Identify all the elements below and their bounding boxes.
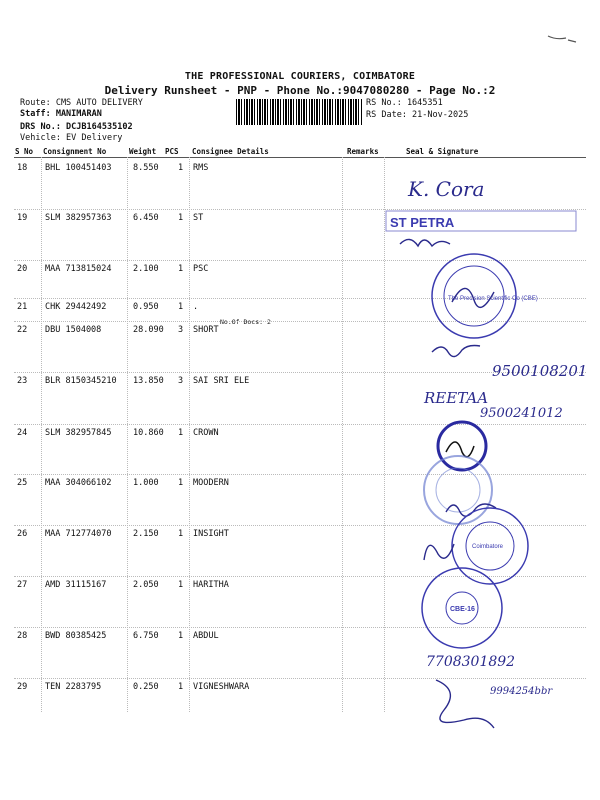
stamp-row-24	[438, 422, 486, 470]
cell-sno: 18	[17, 163, 28, 173]
cell-weight: 1.000	[133, 478, 159, 488]
cell-weight: 28.090	[133, 325, 164, 335]
row-divider	[14, 678, 586, 679]
cell-weight: 6.750	[133, 631, 159, 641]
cell-consignment: MAA 304066102	[45, 478, 112, 488]
svg-text:The Precision Scientific Co (C: The Precision Scientific Co (CBE)	[448, 296, 538, 302]
cell-pcs: 3	[178, 376, 184, 386]
cell-sno: 29	[17, 682, 28, 692]
cell-consignment: MAA 713815024	[45, 264, 112, 274]
stamp-row-26	[424, 508, 528, 584]
col-divider	[342, 157, 343, 712]
svg-text:ST PETRA: ST PETRA	[390, 215, 455, 230]
cell-consignment: SLM 382957363	[45, 213, 112, 223]
col-seal: Seal & Signature	[406, 147, 479, 156]
col-divider	[41, 157, 42, 712]
cell-consignment: AMD 31115167	[45, 580, 107, 590]
cell-consignee: .	[193, 302, 199, 312]
cell-pcs: 1	[178, 213, 184, 223]
col-remarks: Remarks	[347, 147, 379, 156]
cell-weight: 8.550	[133, 163, 159, 173]
cell-consignment: SLM 382957845	[45, 428, 112, 438]
cell-consignment: BHL 100451403	[45, 163, 112, 173]
row-divider	[14, 525, 586, 526]
cell-pcs: 3	[178, 325, 184, 335]
cell-consignee: MOODERN	[193, 478, 229, 488]
cell-pcs: 1	[178, 428, 184, 438]
stamp-row-25	[424, 456, 496, 524]
cell-consignment: BLR 8150345210	[45, 376, 117, 386]
col-divider	[189, 157, 190, 712]
cell-consignee: SHORT	[193, 325, 219, 335]
col-consignment: Consignment No	[43, 147, 107, 156]
cell-consignee: CROWN	[193, 428, 219, 438]
cell-sno: 25	[17, 478, 28, 488]
runsheet-title: Delivery Runsheet - PNP - Phone No.:9047080280 - Page No.:2	[104, 84, 496, 97]
cell-pcs: 1	[178, 580, 184, 590]
cell-sno: 24	[17, 428, 28, 438]
cell-consignee: PSC	[193, 264, 209, 274]
cell-sno: 20	[17, 264, 28, 274]
cell-sno: 26	[17, 529, 28, 539]
cell-weight: 13.850	[133, 376, 164, 386]
row-divider	[14, 576, 586, 577]
cell-consignment: TEN 2283795	[45, 682, 102, 692]
col-divider	[384, 157, 385, 712]
cell-pcs: 1	[178, 264, 184, 274]
phone-row-23: 9500241012	[480, 406, 563, 421]
barcode	[236, 99, 362, 125]
cell-weight: 2.150	[133, 529, 159, 539]
stamp-row-20	[432, 254, 538, 338]
cell-consignment: MAA 712774070	[45, 529, 112, 539]
cell-weight: 2.050	[133, 580, 159, 590]
row-divider	[14, 474, 586, 475]
phone-row-29: 9994254bbr	[490, 686, 553, 697]
signature-row-29	[436, 680, 494, 728]
cell-sno: 27	[17, 580, 28, 590]
cell-consignee: ST	[193, 213, 204, 223]
cell-sno: 19	[17, 213, 28, 223]
phone-row-28: 7708301892	[426, 654, 516, 670]
cell-consignee: ABDUL	[193, 631, 219, 641]
corner-mark	[548, 36, 576, 42]
col-weight: Weight	[129, 147, 157, 156]
cell-pcs: 1	[178, 302, 184, 312]
row-divider	[14, 424, 586, 425]
cell-consignment: DBU 1504008	[45, 325, 102, 335]
cell-weight: 0.250	[133, 682, 159, 692]
cell-pcs: 1	[178, 682, 184, 692]
stamp-row-27	[422, 568, 502, 648]
company-title: THE PROFESSIONAL COURIERS, COIMBATORE	[184, 71, 416, 82]
signature-row-18: K. Cora	[408, 177, 485, 201]
cell-sno: 21	[17, 302, 28, 312]
svg-text:Coimbatore: Coimbatore	[472, 544, 504, 550]
cell-sno: 22	[17, 325, 28, 335]
cell-consignee: HARITHA	[193, 580, 229, 590]
cell-consignee: INSIGHT	[193, 529, 229, 539]
svg-text:CBE-16: CBE-16	[450, 606, 475, 613]
col-consignee: Consignee Details	[192, 147, 269, 156]
row-divider	[14, 372, 586, 373]
cell-pcs: 1	[178, 631, 184, 641]
col-pcs: PCS	[165, 147, 179, 156]
cell-docs-count: No.Of Docs: 2	[220, 318, 271, 326]
route-label: Route: CMS AUTO DELIVERY	[20, 98, 143, 108]
rs-number: RS No.: 1645351	[366, 98, 443, 108]
cell-consignment: BWD 80385425	[45, 631, 107, 641]
col-sno: S No	[15, 147, 34, 156]
signature-row-22	[432, 346, 480, 357]
cell-consignee: RMS	[193, 163, 209, 173]
col-divider	[127, 157, 128, 712]
cell-weight: 0.950	[133, 302, 159, 312]
row-divider	[14, 209, 586, 210]
vehicle-label: Vehicle: EV Delivery	[20, 133, 123, 143]
cell-consignee: VIGNESHWARA	[193, 682, 250, 692]
row-divider	[14, 260, 586, 261]
cell-weight: 2.100	[133, 264, 159, 274]
rs-date: RS Date: 21-Nov-2025	[366, 110, 469, 120]
row-divider	[14, 298, 586, 299]
cell-pcs: 1	[178, 529, 184, 539]
table-header	[14, 146, 586, 158]
staff-label: Staff: MANIMARAN	[20, 109, 102, 119]
name-row-23: REETAA	[424, 389, 489, 407]
cell-pcs: 1	[178, 163, 184, 173]
cell-weight: 6.450	[133, 213, 159, 223]
row-divider	[14, 627, 586, 628]
cell-sno: 23	[17, 376, 28, 386]
cell-weight: 10.860	[133, 428, 164, 438]
cell-pcs: 1	[178, 478, 184, 488]
phone-row-22: 9500108201	[492, 362, 588, 380]
drs-label: DRS No.: DCJB164535102	[20, 122, 133, 132]
stamp-row-19	[386, 211, 576, 246]
cell-sno: 28	[17, 631, 28, 641]
cell-consignee: SAI SRI ELE	[193, 376, 250, 386]
cell-consignment: CHK 29442492	[45, 302, 107, 312]
row-divider	[14, 321, 586, 322]
